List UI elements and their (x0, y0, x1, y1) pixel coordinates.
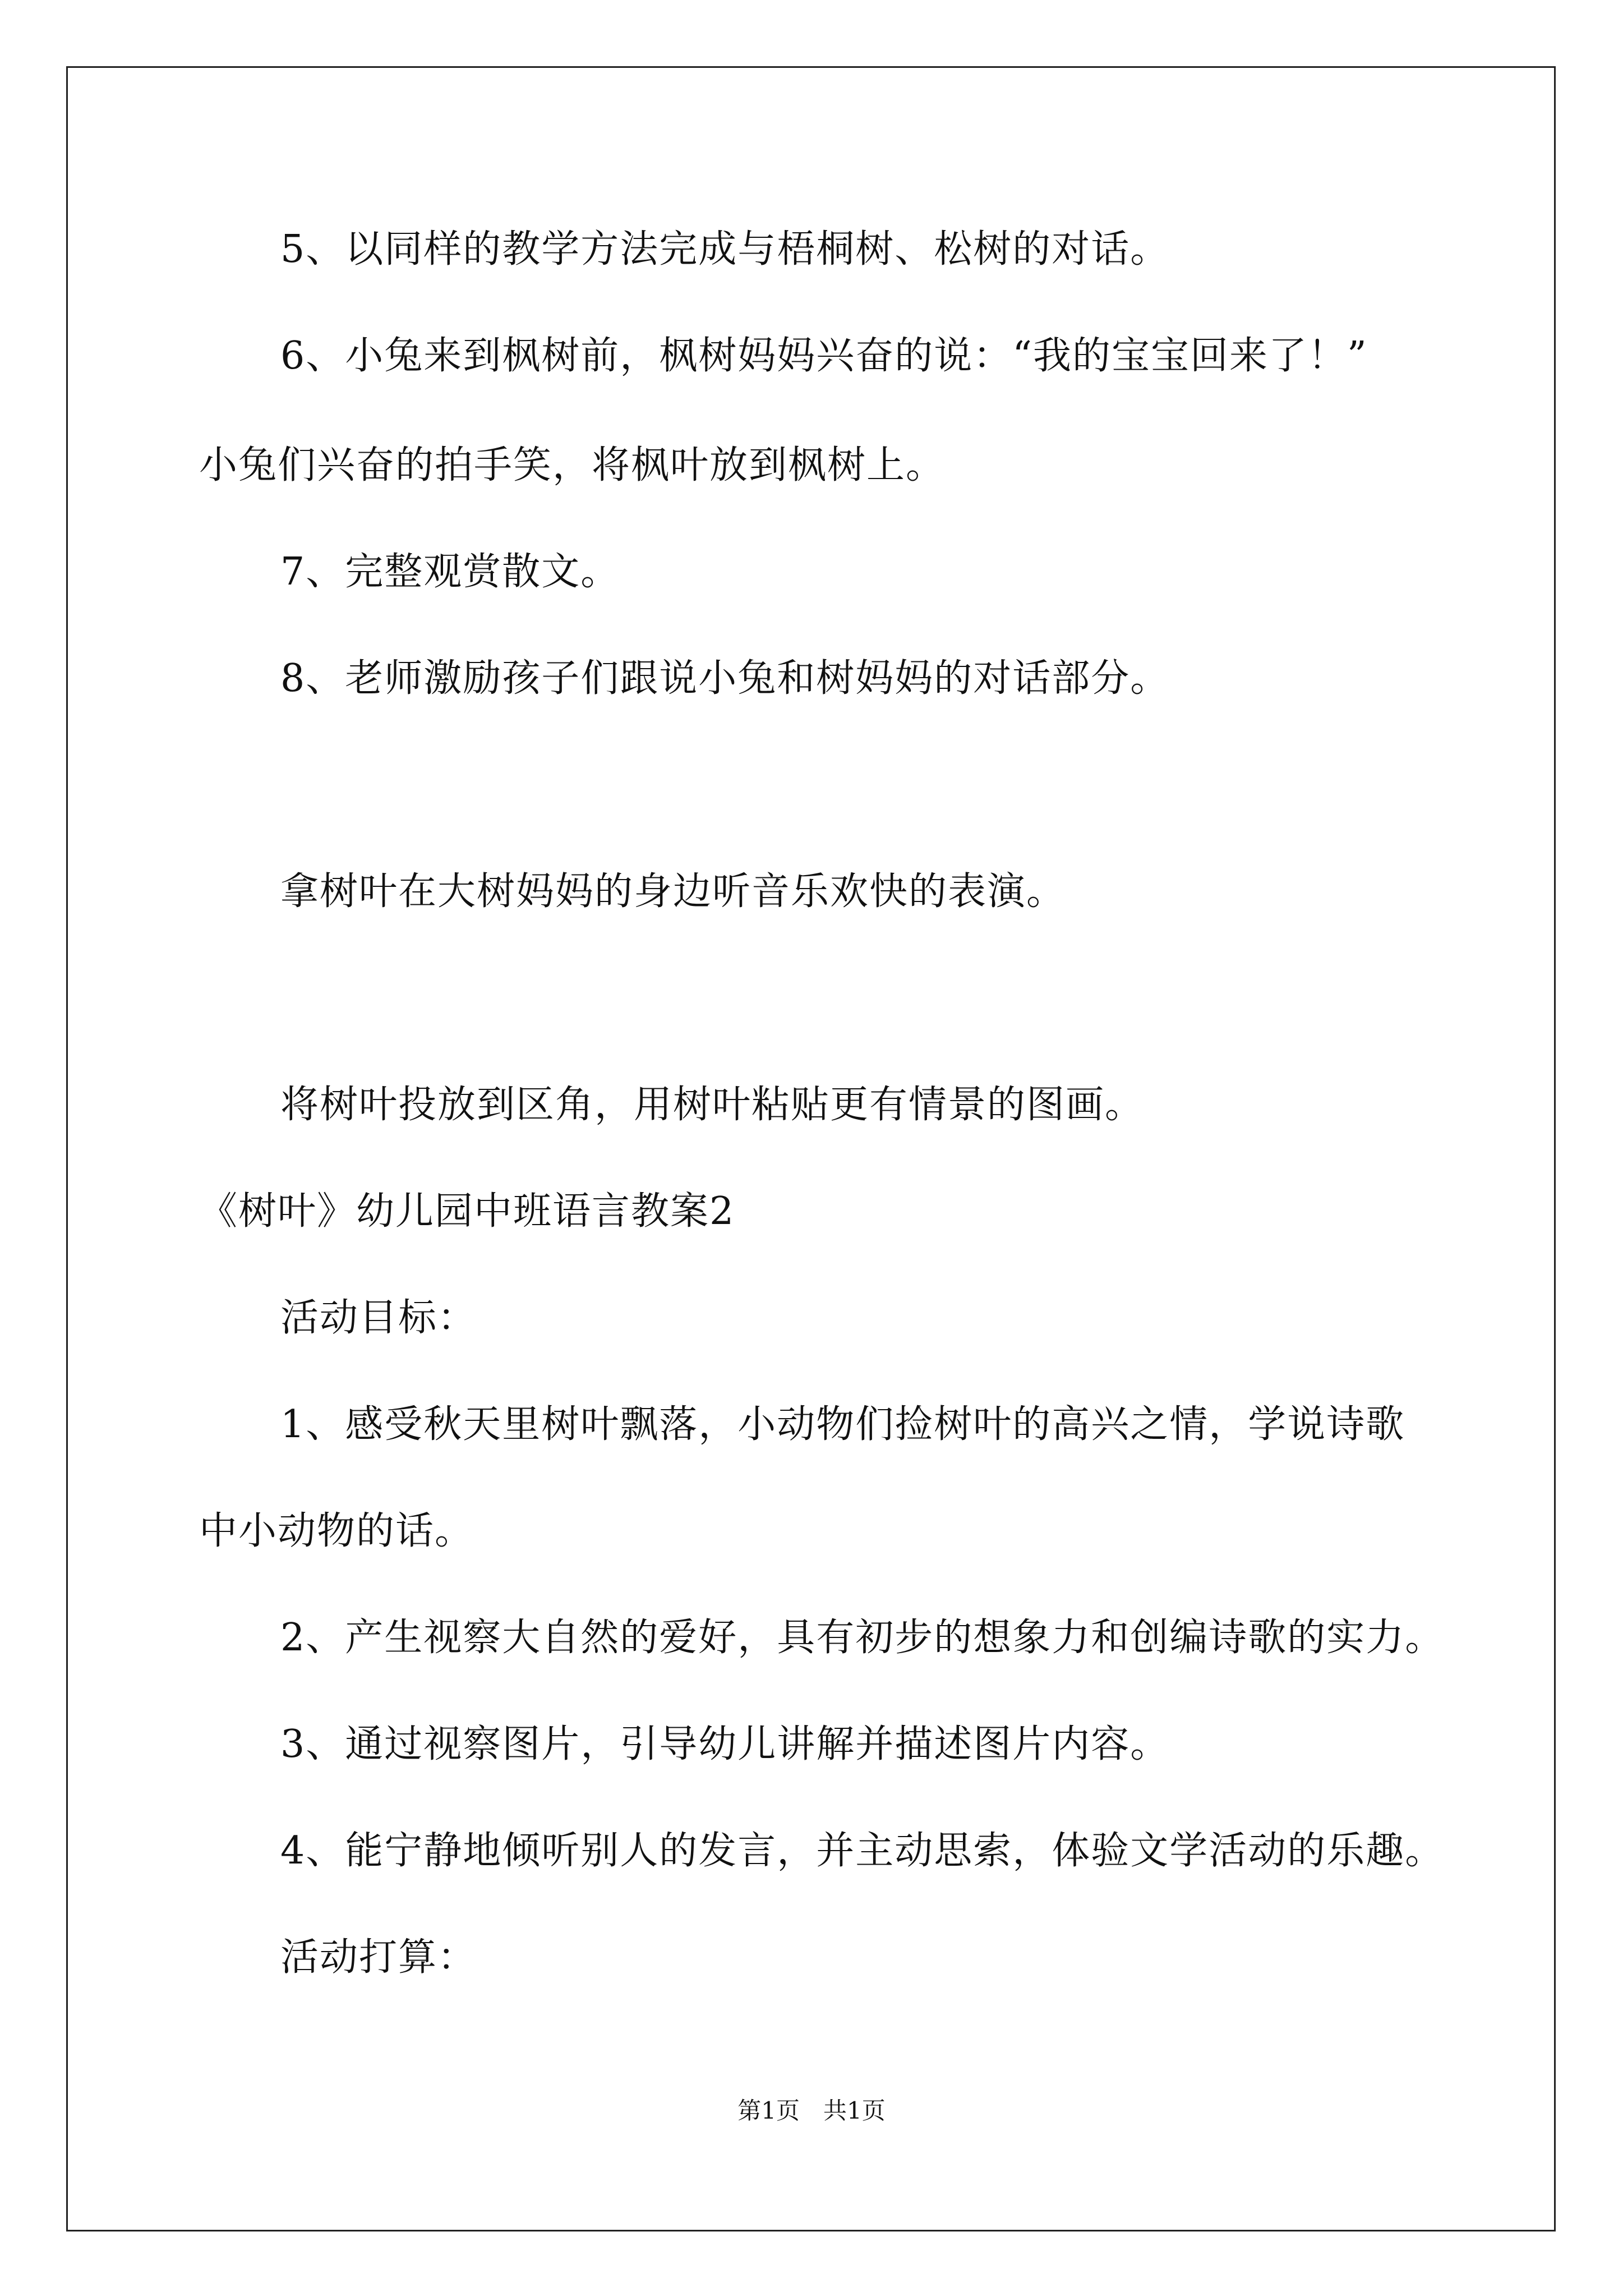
paragraph-step-7: 7、完整观赏散文。 (280, 550, 620, 594)
paragraph-step-6-continued: 小兔们兴奋的拍手笑，将枫叶放到枫树上。 (199, 443, 946, 487)
heading-activity-plan: 活动打算： (280, 1935, 477, 1980)
page-border (66, 66, 1556, 2231)
paragraph-performance: 拿树叶在大树妈妈的身边听音乐欢快的表演。 (280, 869, 1066, 914)
goal-3: 3、通过视察图片，引导幼儿讲解并描述图片内容。 (280, 1722, 1170, 1766)
heading-activity-goals: 活动目标： (280, 1296, 477, 1340)
section-title: 《树叶》幼儿园中班语言教案2 (199, 1189, 735, 1234)
goal-2: 2、产生视察大自然的爱好，具有初步的想象力和创编诗歌的实力。 (280, 1616, 1445, 1660)
paragraph-step-6: 6、小兔来到枫树前，枫树妈妈兴奋的说：“我的宝宝回来了！” (280, 334, 1368, 378)
paragraph-step-5: 5、以同样的教学方法完成与梧桐树、松树的对话。 (280, 227, 1170, 272)
goal-1: 1、感受秋天里树叶飘落，小动物们捡树叶的高兴之情，学说诗歌 (280, 1402, 1405, 1447)
page-footer: 第1页 共1页 (737, 2097, 886, 2124)
goal-1-continued: 中小动物的话。 (199, 1509, 474, 1553)
goal-4: 4、能宁静地倾听别人的发言，并主动思索，体验文学活动的乐趣。 (280, 1829, 1445, 1873)
paragraph-extension: 将树叶投放到区角，用树叶粘贴更有情景的图画。 (280, 1083, 1145, 1127)
paragraph-step-8: 8、老师激励孩子们跟说小兔和树妈妈的对话部分。 (280, 656, 1170, 701)
